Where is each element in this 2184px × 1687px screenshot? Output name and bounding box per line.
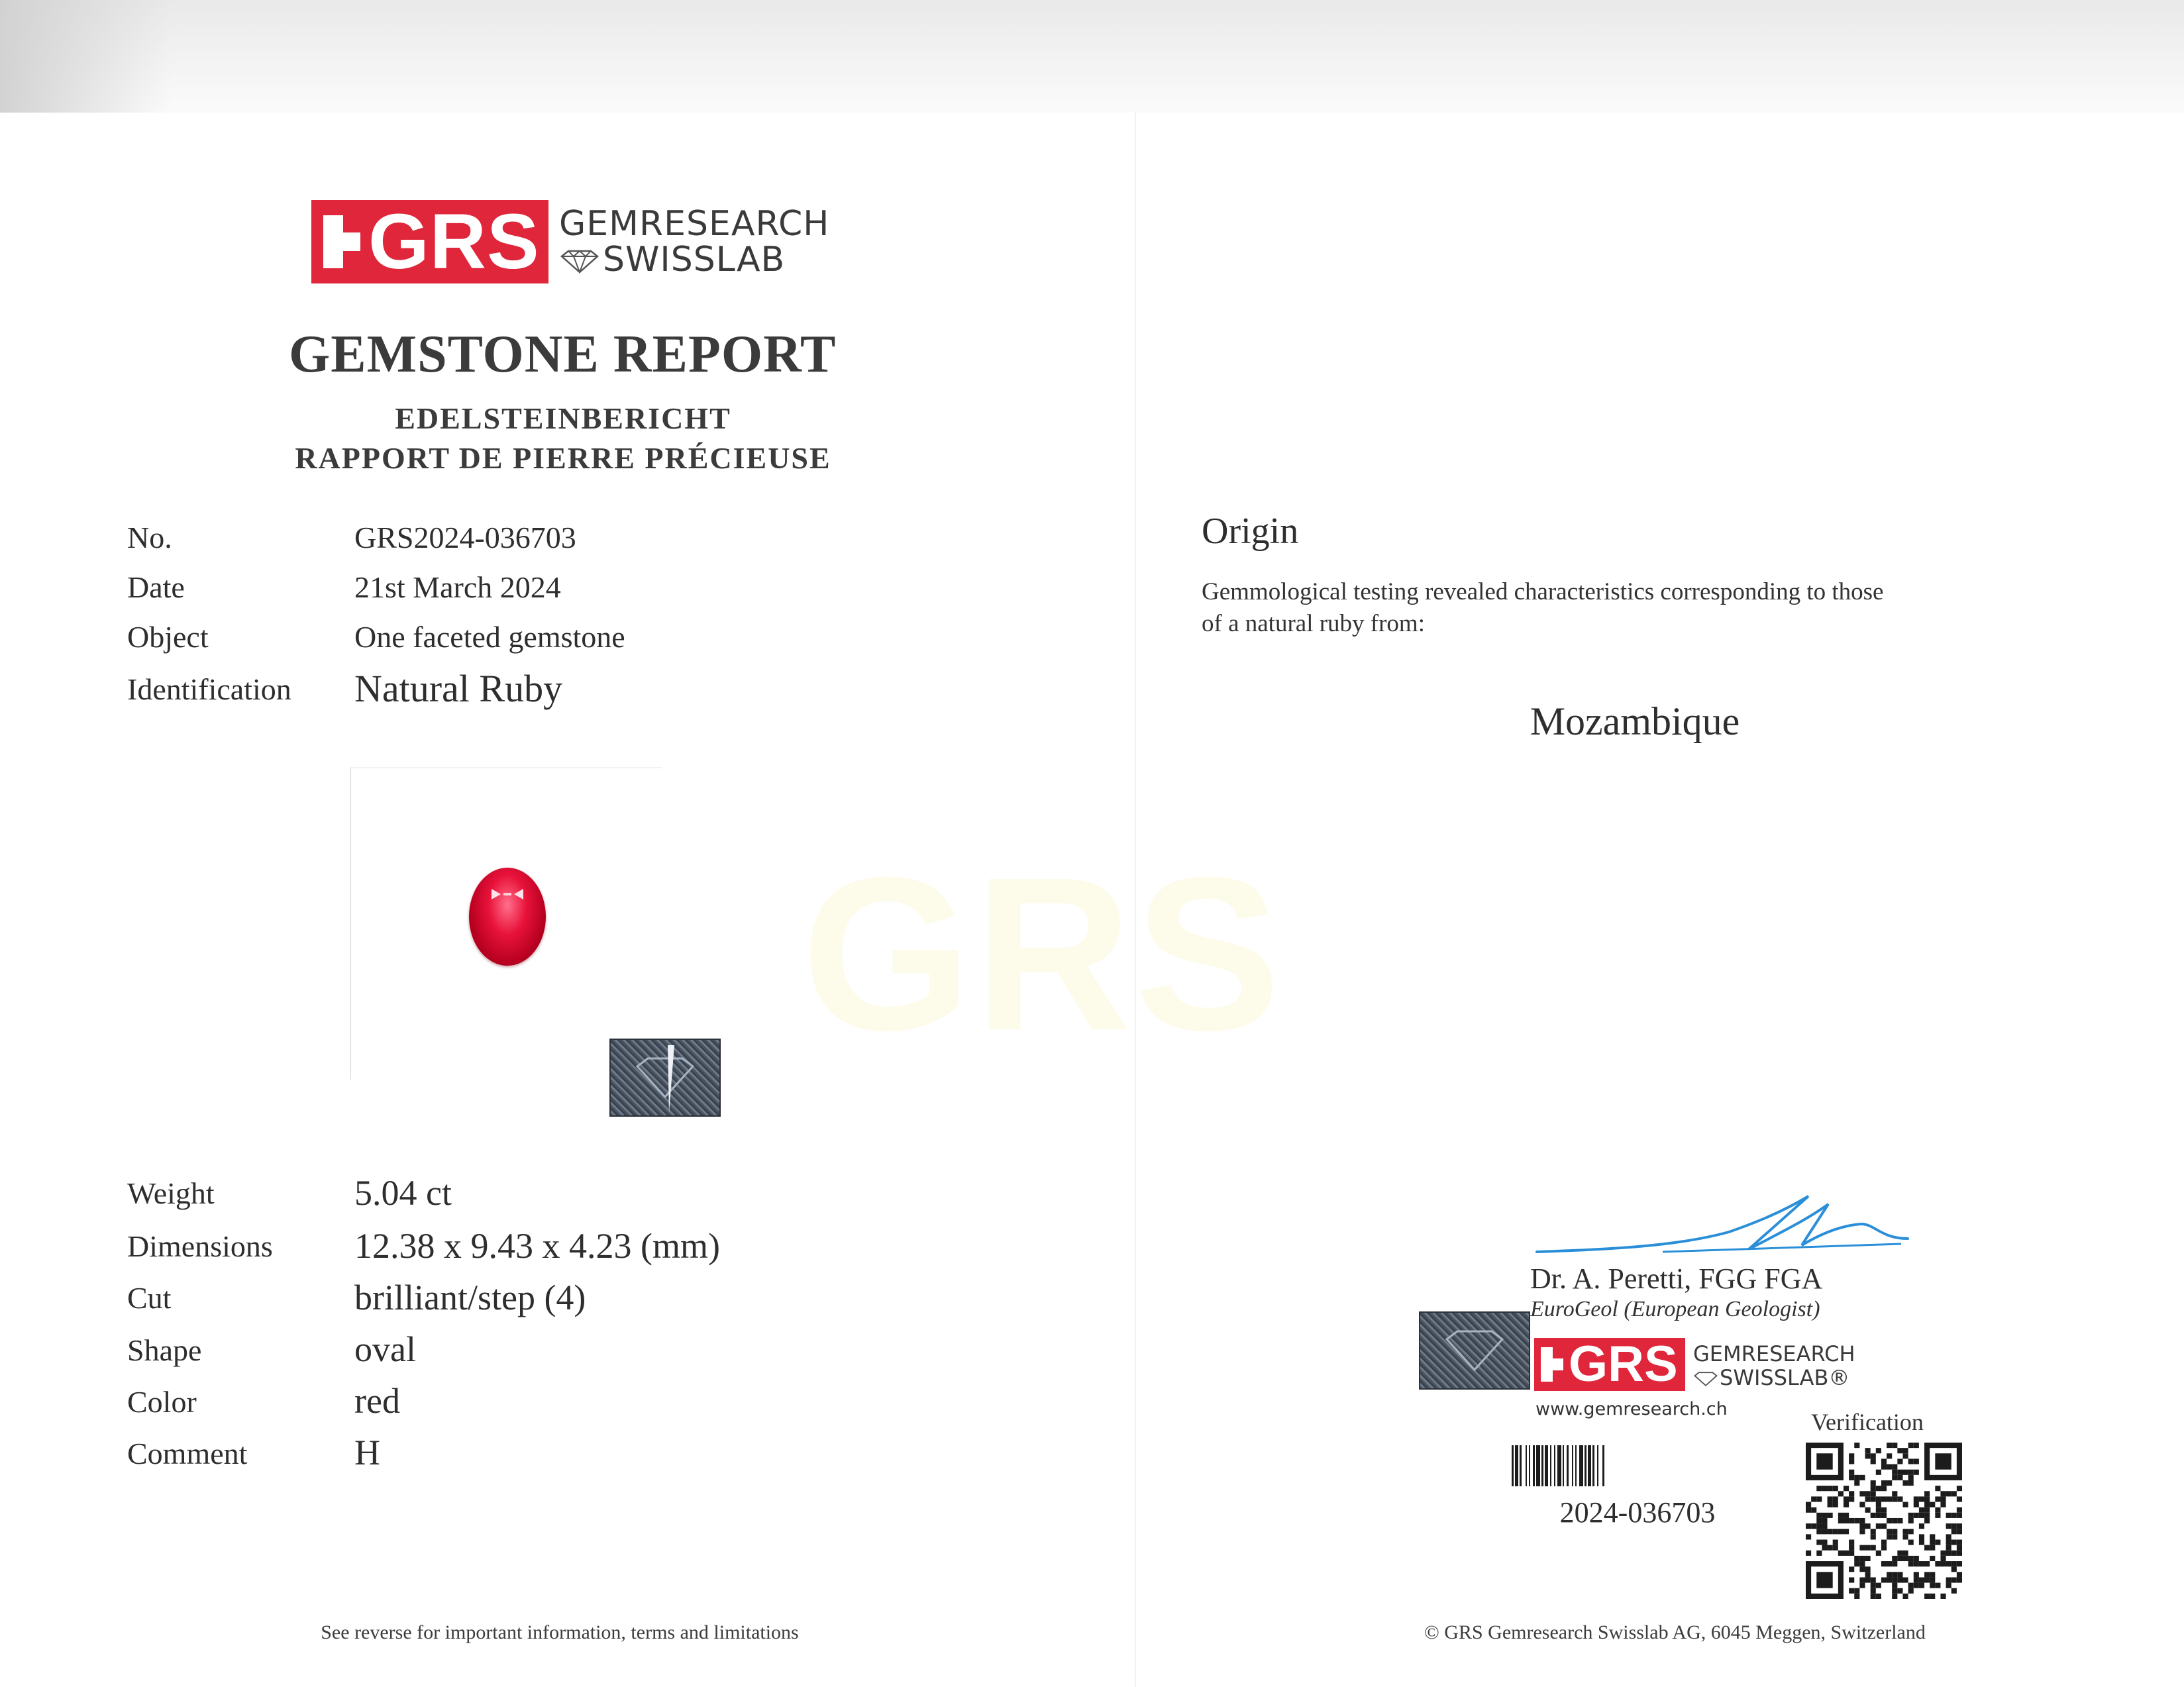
detail-label-object: Object xyxy=(127,620,209,654)
diamond-icon xyxy=(1693,1372,1718,1386)
swiss-cross-icon xyxy=(1541,1347,1553,1382)
stamp-logo-mark: GRS xyxy=(1534,1338,1685,1391)
detail-value-no: GRS2024-036703 xyxy=(354,521,576,554)
footer-left-note: See reverse for important information, terms and limitations xyxy=(321,1621,799,1643)
grs-logo-mark: GRS xyxy=(311,200,548,283)
spec-label-cut: Cut xyxy=(127,1281,172,1315)
swiss-cross-icon xyxy=(323,215,343,268)
hologram-sticker xyxy=(609,1039,721,1117)
origin-country: Mozambique xyxy=(1530,699,1740,743)
logo-text-gemresearch: GEMRESEARCH xyxy=(559,204,830,244)
grs-watermark: GRS xyxy=(802,831,1284,1076)
spec-label-weight: Weight xyxy=(127,1176,215,1210)
verification-qr-code[interactable] xyxy=(1806,1443,1962,1599)
hologram-sticker-2 xyxy=(1419,1311,1530,1390)
spec-value-shape: oval xyxy=(354,1329,416,1369)
hologram-diamond-icon xyxy=(1420,1313,1529,1388)
spec-value-dimensions: 12.38 x 9.43 x 4.23 (mm) xyxy=(354,1226,720,1266)
report-title: GEMSTONE REPORT xyxy=(289,325,837,383)
stamp-text-gemresearch: GEMRESEARCH xyxy=(1693,1341,1855,1366)
detail-label-date: Date xyxy=(127,570,185,604)
scan-shadow xyxy=(0,0,172,113)
report-subtitle-de: EDELSTEINBERICHT xyxy=(395,401,731,435)
spec-label-shape: Shape xyxy=(127,1333,202,1367)
detail-value-identification: Natural Ruby xyxy=(354,667,563,710)
logo-text-line2: SWISSLAB xyxy=(559,242,785,277)
stamp-website: www.gemresearch.ch xyxy=(1535,1399,1728,1419)
spec-value-cut: brilliant/step (4) xyxy=(354,1278,586,1317)
gem-facet-highlight xyxy=(489,886,526,903)
spec-label-dimensions: Dimensions xyxy=(127,1229,273,1263)
stamp-text-line2: SWISSLAB® xyxy=(1693,1367,1849,1388)
origin-text-line1: Gemmological testing revealed characteristics corresponding to those xyxy=(1202,578,1884,605)
spec-value-color: red xyxy=(354,1381,400,1421)
spec-value-weight: 5.04 ct xyxy=(354,1173,452,1213)
signature-name: Dr. A. Peretti, FGG FGA xyxy=(1530,1262,1823,1295)
barcode-number: 2024-036703 xyxy=(1559,1496,1716,1529)
spec-label-color: Color xyxy=(127,1385,197,1419)
barcode xyxy=(1512,1445,1763,1486)
report-subtitle-fr: RAPPORT DE PIERRE PRÉCIEUSE xyxy=(295,441,831,475)
signature-title: EuroGeol (European Geologist) xyxy=(1530,1297,1820,1321)
signature-scribble xyxy=(1530,1186,1914,1265)
ruby-gem-image xyxy=(469,868,546,966)
hologram-diamond-icon xyxy=(611,1040,719,1115)
detail-label-identification: Identification xyxy=(127,672,291,706)
detail-label-no: No. xyxy=(127,521,172,554)
spec-label-comment: Comment xyxy=(127,1437,248,1470)
spec-value-comment: H xyxy=(354,1433,380,1472)
detail-value-object: One faceted gemstone xyxy=(354,620,625,654)
verification-label: Verification xyxy=(1811,1409,1924,1435)
diamond-icon xyxy=(559,250,600,274)
footer-right-copyright: © GRS Gemresearch Swisslab AG, 6045 Meggen, Switzerland xyxy=(1424,1621,1926,1643)
origin-text-line2: of a natural ruby from: xyxy=(1202,610,1425,637)
detail-value-date: 21st March 2024 xyxy=(354,570,561,604)
scan-top-band xyxy=(0,0,2184,113)
origin-heading: Origin xyxy=(1202,511,1299,552)
